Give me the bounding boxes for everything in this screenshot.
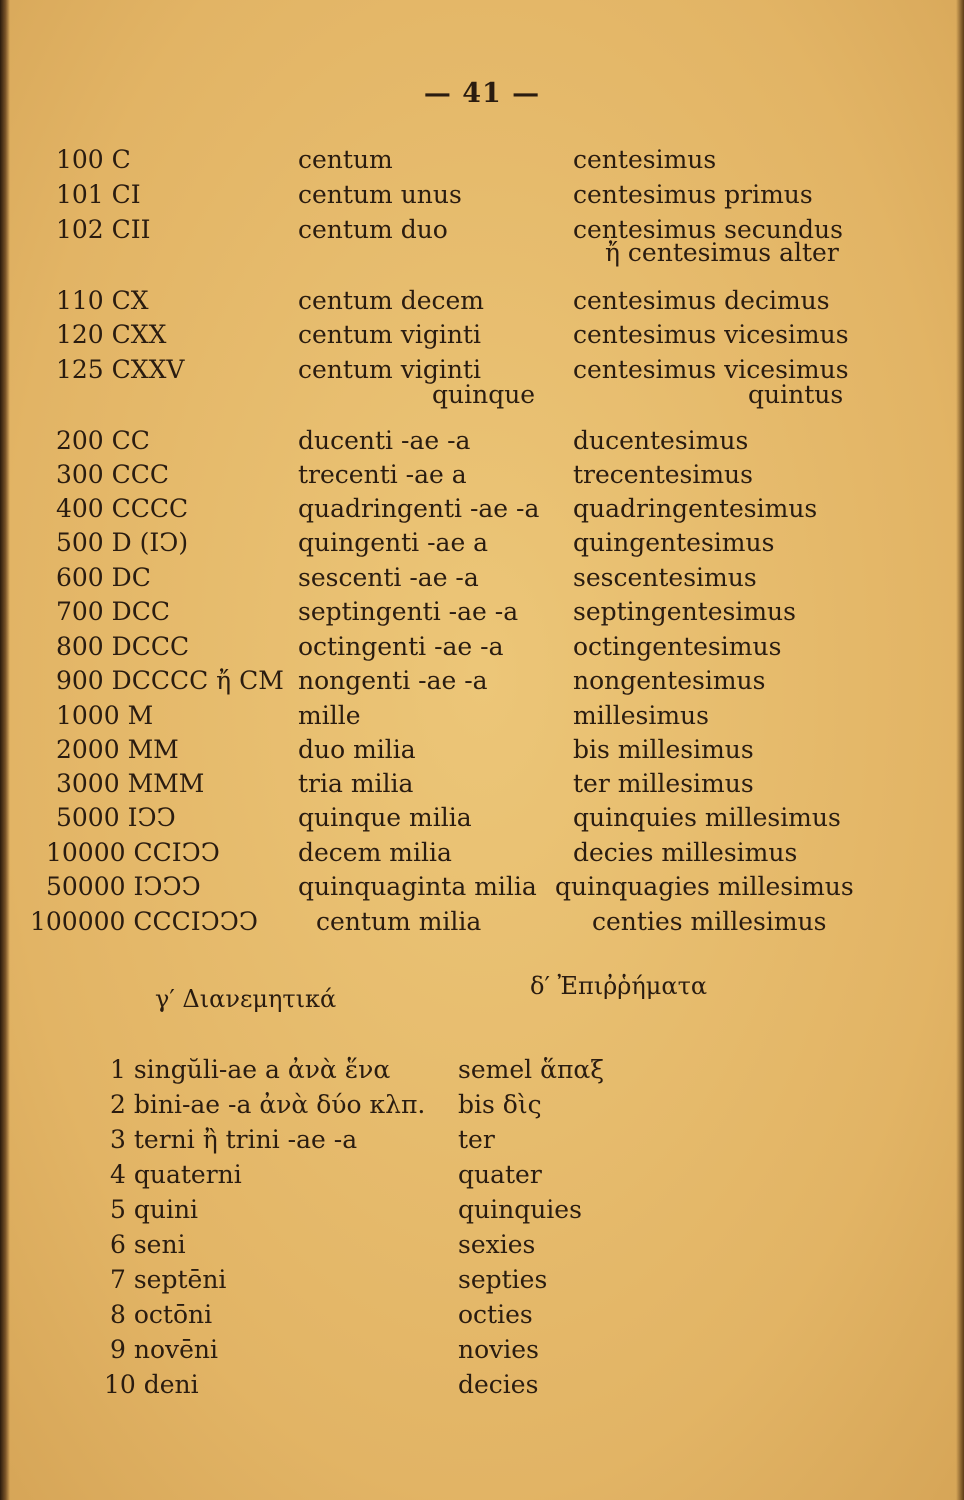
numeral: 2000 MM	[56, 735, 179, 764]
cardinal: quinque milia	[298, 803, 472, 832]
ordinal: bis millesimus	[573, 735, 754, 764]
numeral: 100000 CCCIↃↃↃ	[30, 907, 259, 936]
cardinal: centum viginti	[298, 320, 481, 349]
cardinal: sescenti -ae -a	[298, 563, 479, 592]
numeral: 5000 IↃↃ	[56, 803, 176, 832]
adverb: quater	[458, 1160, 542, 1189]
numeral: 3000 MMM	[56, 769, 205, 798]
ordinal: centesimus primus	[573, 180, 813, 209]
numeral: 500 D (IↃ)	[56, 528, 189, 557]
adverb: semel ἅπαξ	[458, 1055, 605, 1084]
cardinal: nongenti -ae -a	[298, 666, 488, 695]
distributive: 5 quini	[110, 1195, 199, 1224]
ordinal: trecentesimus	[573, 460, 753, 489]
numeral: 400 CCCC	[56, 494, 189, 523]
cardinal: octingenti -ae -a	[298, 632, 504, 661]
distributive: 7 septēni	[110, 1265, 227, 1294]
ordinal: centesimus decimus	[573, 286, 830, 315]
numeral: 700 DCC	[56, 597, 170, 626]
numeral-row	[0, 870, 964, 904]
numeral-row	[0, 492, 964, 526]
adverbs-heading: δ′ Ἐπιῤῥήματα	[530, 972, 708, 1000]
ordinal: centesimus vicesimus	[573, 355, 849, 384]
ordinal: centesimus vicesimus	[573, 320, 849, 349]
numeral: 900 DCCCC ἤ CM	[56, 666, 284, 695]
numeral: 110 CX	[56, 286, 149, 315]
numeral-row	[0, 143, 964, 177]
numeral-row	[0, 733, 964, 767]
cardinal: quingenti -ae a	[298, 528, 489, 557]
numeral: 1000 M	[56, 701, 154, 730]
ordinal: quinquagies millesimus	[555, 872, 854, 901]
numeral-row	[0, 526, 964, 560]
list-row	[0, 1227, 964, 1262]
ordinal: septingentesimus	[573, 597, 796, 626]
cardinal: centum viginti	[298, 355, 481, 384]
cardinal: quinque	[432, 380, 536, 409]
numeral: 300 CCC	[56, 460, 170, 489]
list-row	[0, 1192, 964, 1227]
numeral: 102 CII	[56, 215, 151, 244]
numeral-row	[0, 767, 964, 801]
numeral-row	[0, 561, 964, 595]
distributive: 10 deni	[104, 1370, 199, 1399]
list-row	[0, 1087, 964, 1122]
ordinal: quadringentesimus	[573, 494, 818, 523]
distributive: 4 quaterni	[110, 1160, 242, 1189]
list-row	[0, 1367, 964, 1402]
ordinal: ducentesimus	[573, 426, 749, 455]
numeral-row-continuation	[0, 236, 964, 270]
distributive: 9 novēni	[110, 1335, 219, 1364]
cardinal: ducenti -ae -a	[298, 426, 471, 455]
numeral: 125 CXXV	[56, 355, 185, 384]
ordinal: quintus	[748, 380, 844, 409]
ordinal: millesimus	[573, 701, 709, 730]
distributive: 3 terni ἢ trini -ae -a	[110, 1125, 358, 1154]
cardinal: duo milia	[298, 735, 416, 764]
ordinal: ter millesimus	[573, 769, 754, 798]
adverb: decies	[458, 1370, 539, 1399]
numeral-row-continuation	[0, 378, 964, 412]
numeral-row	[0, 318, 964, 352]
cardinal: centum duo	[298, 215, 448, 244]
numeral: 50000 IↃↃↃ	[46, 872, 201, 901]
list-row	[0, 1157, 964, 1192]
cardinal: septingenti -ae -a	[298, 597, 519, 626]
adverb: octies	[458, 1300, 533, 1329]
numeral: 100 C	[56, 145, 131, 174]
adverb: sexies	[458, 1230, 536, 1259]
numeral-row	[0, 836, 964, 870]
numeral-row	[0, 595, 964, 629]
numeral-row	[0, 699, 964, 733]
list-row	[0, 1262, 964, 1297]
ordinal: centesimus	[573, 145, 717, 174]
distributive: 2 bini-ae -a ἀνὰ δύο κλπ.	[110, 1090, 426, 1119]
numeral-row	[0, 284, 964, 318]
distributives-heading: γ′ Διανεμητικά	[155, 985, 337, 1013]
list-row	[0, 1052, 964, 1087]
adverb: septies	[458, 1265, 548, 1294]
cardinal: decem milia	[298, 838, 452, 867]
ordinal: decies millesimus	[573, 838, 798, 867]
numeral-row	[0, 458, 964, 492]
numeral-row	[0, 664, 964, 698]
ordinal: quingentesimus	[573, 528, 775, 557]
numeral: 200 CC	[56, 426, 150, 455]
numeral: 600 DC	[56, 563, 151, 592]
adverb: bis δὶς	[458, 1090, 542, 1119]
distributive: 6 seni	[110, 1230, 186, 1259]
list-row	[0, 1297, 964, 1332]
numeral-row	[0, 630, 964, 664]
list-row	[0, 1332, 964, 1367]
cardinal: tria milia	[298, 769, 414, 798]
ordinal: quinquies millesimus	[573, 803, 841, 832]
distributive: 8 octōni	[110, 1300, 213, 1329]
numeral: 101 CI	[56, 180, 141, 209]
numeral: 120 CXX	[56, 320, 167, 349]
numeral: 10000 CCIↃↃ	[46, 838, 220, 867]
adverb: ter	[458, 1125, 495, 1154]
numeral-row	[0, 178, 964, 212]
cardinal: quadringenti -ae -a	[298, 494, 540, 523]
ordinal: octingentesimus	[573, 632, 782, 661]
distributive: 1 singŭli-ae a ἀνὰ ἕνα	[110, 1055, 391, 1084]
ordinal: ἤ centesimus alter	[605, 238, 839, 267]
adverb: quinquies	[458, 1195, 582, 1224]
cardinal: centum unus	[298, 180, 462, 209]
ordinal: centies millesimus	[592, 907, 827, 936]
adverb: novies	[458, 1335, 539, 1364]
numeral-row	[0, 801, 964, 835]
cardinal: quinquaginta milia	[298, 872, 537, 901]
ordinal: centesimus secundus	[573, 215, 843, 244]
ordinal: sescentesimus	[573, 563, 757, 592]
cardinal: mille	[298, 701, 361, 730]
cardinal: trecenti -ae a	[298, 460, 467, 489]
cardinal: centum decem	[298, 286, 484, 315]
numeral-row	[0, 905, 964, 939]
page-number: — 41 —	[423, 78, 541, 109]
numeral: 800 DCCC	[56, 632, 190, 661]
numeral-row	[0, 424, 964, 458]
cardinal: centum milia	[316, 907, 482, 936]
cardinal: centum	[298, 145, 393, 174]
list-row	[0, 1122, 964, 1157]
ordinal: nongentesimus	[573, 666, 766, 695]
